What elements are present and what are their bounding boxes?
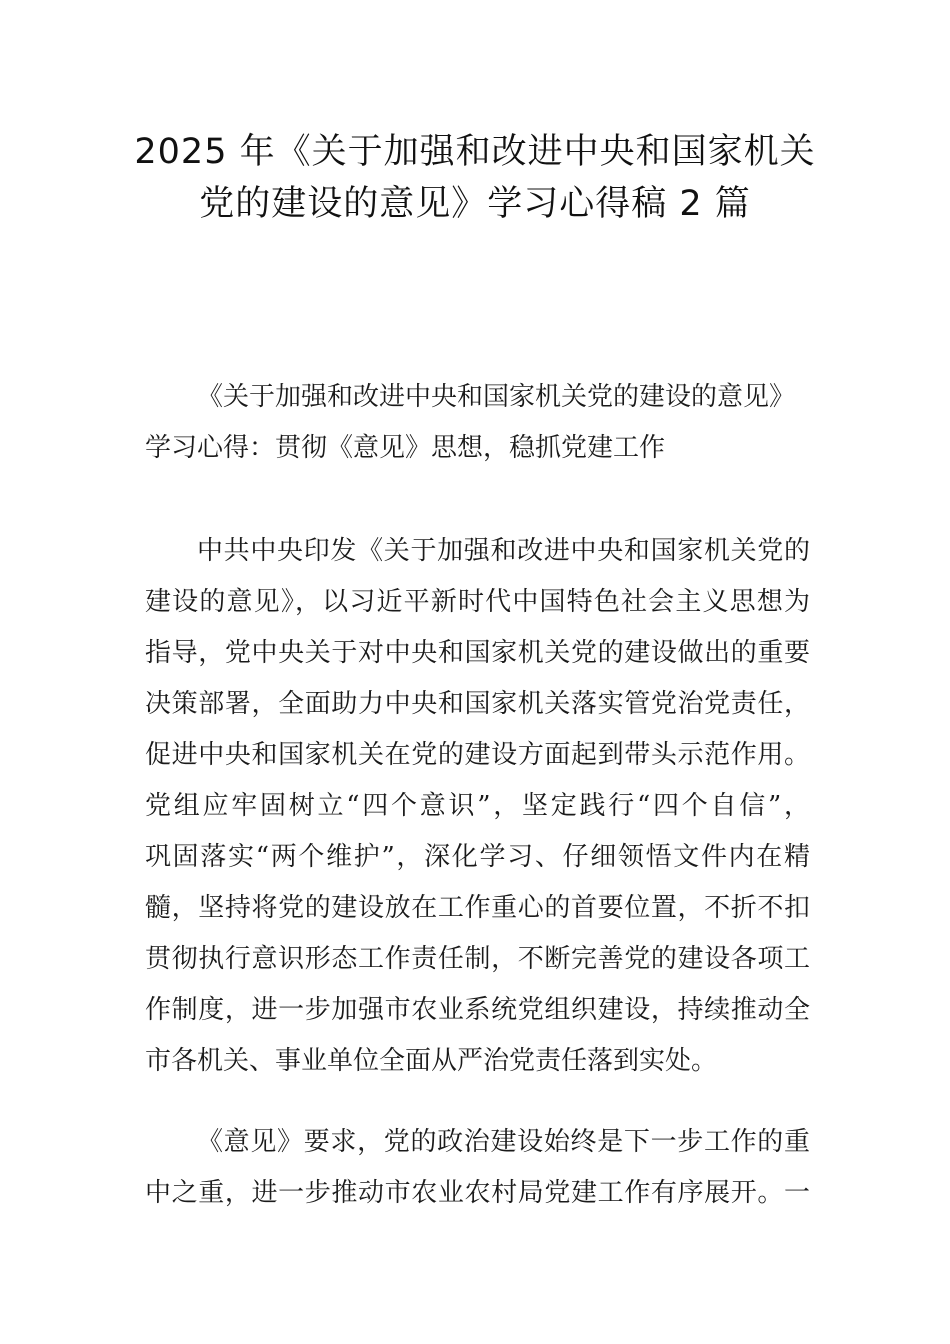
- paragraph-line: 促进中央和国家机关在党的建设方面起到带头示范作用。: [145, 740, 810, 770]
- paragraph-line: 中共中央印发《关于加强和改进中央和国家机关党的: [197, 536, 810, 566]
- paragraph-line: 建设的意见》，以习近平新时代中国特色社会主义思想为: [145, 587, 810, 617]
- subtitle-line: 《关于加强和改进中央和国家机关党的建设的意见》: [197, 382, 796, 412]
- paragraph-line: 《意见》要求，党的政治建设始终是下一步工作的重: [197, 1127, 810, 1157]
- paragraph-line: 髓，坚持将党的建设放在工作重心的首要位置，不折不扣: [145, 893, 810, 923]
- title-line: 2025 年《关于加强和改进中央和国家机关: [134, 132, 816, 172]
- paragraph-line: 市各机关、事业单位全面从严治党责任落到实处。: [145, 1046, 718, 1076]
- paragraph-1: [145, 526, 810, 1087]
- paragraph-line: 决策部署，全面助力中央和国家机关落实管党治党责任，: [145, 689, 810, 719]
- section-subtitle: [145, 372, 810, 474]
- paragraph-line: 中之重，进一步推动市农业农村局党建工作有序展开。一: [145, 1178, 810, 1208]
- paragraph-line: 党组应牢固树立“四个意识”，坚定践行“四个自信”，: [145, 791, 810, 821]
- paragraph-line: 作制度，进一步加强市农业系统党组织建设，持续推动全: [145, 995, 810, 1025]
- paragraph-2: [145, 1117, 810, 1219]
- document-title: [120, 126, 830, 230]
- paragraph-line: 指导，党中央关于对中央和国家机关党的建设做出的重要: [145, 638, 810, 668]
- subtitle-line: 学习心得：贯彻《意见》思想，稳抓党建工作: [145, 433, 666, 463]
- paragraph-line: 巩固落实“两个维护”，深化学习、仔细领悟文件内在精: [145, 842, 810, 872]
- title-line: 党的建设的意见》学习心得稿 2 篇: [199, 184, 751, 224]
- paragraph-line: 贯彻执行意识形态工作责任制，不断完善党的建设各项工: [145, 944, 810, 974]
